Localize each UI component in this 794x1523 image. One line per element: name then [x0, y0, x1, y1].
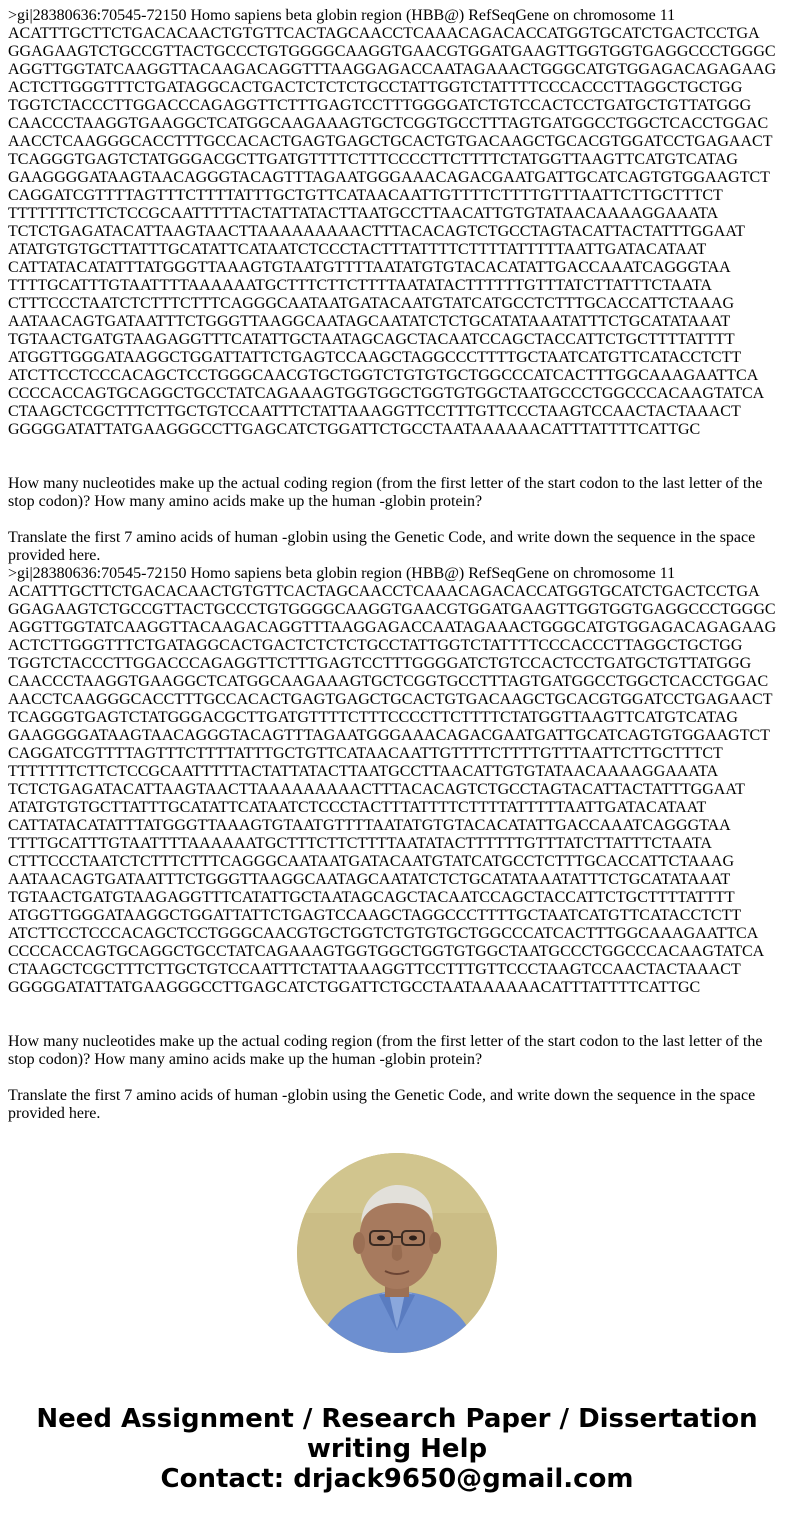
sequence-line: AGGTTGGTATCAAGGTTACAAGACAGGTTTAAGGAGACCAATAGAAACTGGGCATGTGGAGACAGAGAAG: [8, 61, 777, 78]
sequence-line: ACTCTTGGGTTTCTGATAGGCACTGACTCTCTCTGCCTATTGGTCTATTTTCCCACCCTTAGGCTGCTGG: [8, 637, 743, 654]
question-translate: Translate the first 7 amino acids of human -globin using the Genetic Code, and write down the sequence in the space provided here.: [8, 529, 756, 564]
sequence-line: GGAGAAGTCTGCCGTTACTGCCCTGTGGGGCAAGGTGAACGTGGATGAAGTTGGTGGTGAGGCCCTGGGC: [8, 601, 776, 618]
sequence-block-1: [8, 7, 786, 439]
sequence-line: CATTATACATATTTATGGGTTAAAGTGTAATGTTTTAATATGTGTACACATATTGACCAAATCAGGGTAA: [8, 259, 731, 276]
sequence-line: ACTCTTGGGTTTCTGATAGGCACTGACTCTCTCTGCCTATTGGTCTATTTTCCCACCCTTAGGCTGCTGG: [8, 79, 743, 96]
sequence-line: CCCCACCAGTGCAGGCTGCCTATCAGAAAGTGGTGGCTGGTGTGGCTAATGCCCTGGCCCACAAGTATCA: [8, 943, 765, 960]
sequence-line: TCAGGGTGAGTCTATGGGACGCTTGATGTTTTCTTTCCCCTTCTTTTCTATGGTTAAGTTCATGTCATAG: [8, 709, 738, 726]
sequence-line: TTTTGCATTTGTAATTTTAAAAAATGCTTTCTTCTTTTAATATACTTTTTTGTTTATCTTATTTCTAATA: [8, 277, 712, 294]
sequence-line: ACATTTGCTTCTGACACAACTGTGTTCACTAGCAACCTCAAACAGACACCATGGTGCATCTGACTCCTGA: [8, 583, 760, 600]
sequence-line: GGGGGATATTATGAAGGGCCTTGAGCATCTGGATTCTGCCTAATAAAAAACATTTATTTTCATTGC: [8, 421, 701, 438]
sequence-line: AACCTCAAGGGCACCTTTGCCACACTGAGTGAGCTGCACTGTGACAAGCTGCACGTGGATCCTGAGAACT: [8, 691, 773, 708]
question-coding-region: How many nucleotides make up the actual coding region (from the first letter of the start codon to the last letter of the stop codon)? How many amino acids make up the human -globin protein?: [8, 1033, 763, 1068]
fasta-header: >gi|28380636:70545-72150 Homo sapiens beta globin region (HBB@) RefSeqGene on chromosome 11: [8, 565, 676, 582]
sequence-line: CAACCCTAAGGTGAAGGCTCATGGCAAGAAAGTGCTCGGTGCCTTTAGTGATGGCCTGGCTCACCTGGAC: [8, 115, 769, 132]
sequence-line: ATCTTCCTCCCACAGCTCCTGGGCAACGTGCTGGTCTGTGTGCTGGCCCATCACTTTGGCAAAGAATTCA: [8, 925, 759, 942]
sequence-line: TCTCTGAGATACATTAAGTAACTTAAAAAAAAACTTTACACAGTCTGCCTAGTACATTACTATTTGGAAT: [8, 223, 745, 240]
sequence-line: CATTATACATATTTATGGGTTAAAGTGTAATGTTTTAATATGTGTACACATATTGACCAAATCAGGGTAA: [8, 817, 731, 834]
sequence-line: ATGGTTGGGATAAGGCTGGATTATTCTGAGTCCAAGCTAGGCCCTTTTGCTAATCATGTTCATACCTCTT: [8, 349, 742, 366]
sequence-line: TGGTCTACCCTTGGACCCAGAGGTTCTTTGAGTCCTTTGGGGATCTGTCCACTCCTGATGCTGTTATGGG: [8, 97, 752, 114]
sequence-line: CTAAGCTCGCTTTCTTGCTGTCCAATTTCTATTAAAGGTTCCTTTGTTCCCTAAGTCCAACTACTAAACT: [8, 403, 741, 420]
contact-email: Contact: drjack9650@gmail.com: [160, 1464, 634, 1494]
sequence-line: CCCCACCAGTGCAGGCTGCCTATCAGAAAGTGGTGGCTGGTGTGGCTAATGCCCTGGCCCACAAGTATCA: [8, 385, 765, 402]
sequence-line: TCAGGGTGAGTCTATGGGACGCTTGATGTTTTCTTTCCCCTTCTTTTCTATGGTTAAGTTCATGTCATAG: [8, 151, 738, 168]
sequence-line: CTTTCCCTAATCTCTTTCTTTCAGGGCAATAATGATACAATGTATCATGCCTCTTTGCACCATTCTAAAG: [8, 853, 735, 870]
sequence-line: GAAGGGGATAAGTAACAGGGTACAGTTTAGAATGGGAAACAGACGAATGATTGCATCAGTGTGGAAGTCT: [8, 169, 770, 186]
question-translate: Translate the first 7 amino acids of human -globin using the Genetic Code, and write down the sequence in the space provided here.: [8, 1087, 756, 1122]
sequence-line: CTTTCCCTAATCTCTTTCTTTCAGGGCAATAATGATACAATGTATCATGCCTCTTTGCACCATTCTAAAG: [8, 295, 735, 312]
sequence-line: AATAACAGTGATAATTTCTGGGTTAAGGCAATAGCAATATCTCTGCATATAAATATTTCTGCATATAAAT: [8, 871, 731, 888]
sequence-line: AACCTCAAGGGCACCTTTGCCACACTGAGTGAGCTGCACTGTGACAAGCTGCACGTGGATCCTGAGAACT: [8, 133, 773, 150]
fasta-header: >gi|28380636:70545-72150 Homo sapiens beta globin region (HBB@) RefSeqGene on chromosome 11: [8, 7, 676, 24]
sequence-line: ATGGTTGGGATAAGGCTGGATTATTCTGAGTCCAAGCTAGGCCCTTTTGCTAATCATGTTCATACCTCTT: [8, 907, 742, 924]
sequence-line: GAAGGGGATAAGTAACAGGGTACAGTTTAGAATGGGAAACAGACGAATGATTGCATCAGTGTGGAAGTCT: [8, 727, 770, 744]
sequence-line: CAACCCTAAGGTGAAGGCTCATGGCAAGAAAGTGCTCGGTGCCTTTAGTGATGGCCTGGCTCACCTGGAC: [8, 673, 769, 690]
sequence-line: TCTCTGAGATACATTAAGTAACTTAAAAAAAAACTTTACACAGTCTGCCTAGTACATTACTATTTGGAAT: [8, 781, 745, 798]
document-body: [8, 7, 786, 1123]
sequence-line: TTTTGCATTTGTAATTTTAAAAAATGCTTTCTTCTTTTAATATACTTTTTTGTTTATCTTATTTCTAATA: [8, 835, 712, 852]
sequence-line: CAGGATCGTTTTAGTTTCTTTTATTTGCTGTTCATAACAATTGTTTTCTTTTGTTTAATTCTTGCTTTCT: [8, 745, 723, 762]
sequence-line: GGAGAAGTCTGCCGTTACTGCCCTGTGGGGCAAGGTGAACGTGGATGAAGTTGGTGGTGAGGCCCTGGGC: [8, 43, 776, 60]
promo-banner: [0, 1404, 794, 1494]
sequence-line: TTTTTTTCTTCTCCGCAATTTTTACTATTATACTTAATGCCTTAACATTGTGTATAACAAAAGGAAATA: [8, 205, 719, 222]
promo-line: writing Help: [306, 1434, 488, 1464]
portrait-photo: [297, 1153, 497, 1353]
sequence-line: GGGGGATATTATGAAGGGCCTTGAGCATCTGGATTCTGCCTAATAAAAAACATTTATTTTCATTGC: [8, 979, 701, 996]
sequence-block-2: [8, 565, 786, 997]
sequence-line: TGTAACTGATGTAAGAGGTTTCATATTGCTAATAGCAGCTACAATCCAGCTACCATTCTGCTTTTATTTT: [8, 331, 735, 348]
author-avatar: [297, 1153, 497, 1353]
sequence-line: TGTAACTGATGTAAGAGGTTTCATATTGCTAATAGCAGCTACAATCCAGCTACCATTCTGCTTTTATTTT: [8, 889, 735, 906]
sequence-line: AATAACAGTGATAATTTCTGGGTTAAGGCAATAGCAATATCTCTGCATATAAATATTTCTGCATATAAAT: [8, 313, 731, 330]
sequence-line: ATCTTCCTCCCACAGCTCCTGGGCAACGTGCTGGTCTGTGTGCTGGCCCATCACTTTGGCAAAGAATTCA: [8, 367, 759, 384]
sequence-line: TTTTTTTCTTCTCCGCAATTTTTACTATTATACTTAATGCCTTAACATTGTGTATAACAAAAGGAAATA: [8, 763, 719, 780]
promo-line: Need Assignment / Research Paper / Dissertation: [36, 1404, 758, 1434]
question-coding-region: How many nucleotides make up the actual coding region (from the first letter of the start codon to the last letter of the stop codon)? How many amino acids make up the human -globin protein?: [8, 475, 763, 510]
sequence-line: AGGTTGGTATCAAGGTTACAAGACAGGTTTAAGGAGACCAATAGAAACTGGGCATGTGGAGACAGAGAAG: [8, 619, 777, 636]
sequence-line: ACATTTGCTTCTGACACAACTGTGTTCACTAGCAACCTCAAACAGACACCATGGTGCATCTGACTCCTGA: [8, 25, 760, 42]
sequence-line: ATATGTGTGCTTATTTGCATATTCATAATCTCCCTACTTTATTTTCTTTTATTTTTAATTGATACATAAT: [8, 799, 707, 816]
sequence-line: CAGGATCGTTTTAGTTTCTTTTATTTGCTGTTCATAACAATTGTTTTCTTTTGTTTAATTCTTGCTTTCT: [8, 187, 723, 204]
sequence-line: ATATGTGTGCTTATTTGCATATTCATAATCTCCCTACTTTATTTTCTTTTATTTTTAATTGATACATAAT: [8, 241, 707, 258]
sequence-line: TGGTCTACCCTTGGACCCAGAGGTTCTTTGAGTCCTTTGGGGATCTGTCCACTCCTGATGCTGTTATGGG: [8, 655, 752, 672]
sequence-line: CTAAGCTCGCTTTCTTGCTGTCCAATTTCTATTAAAGGTTCCTTTGTTCCCTAAGTCCAACTACTAAACT: [8, 961, 741, 978]
